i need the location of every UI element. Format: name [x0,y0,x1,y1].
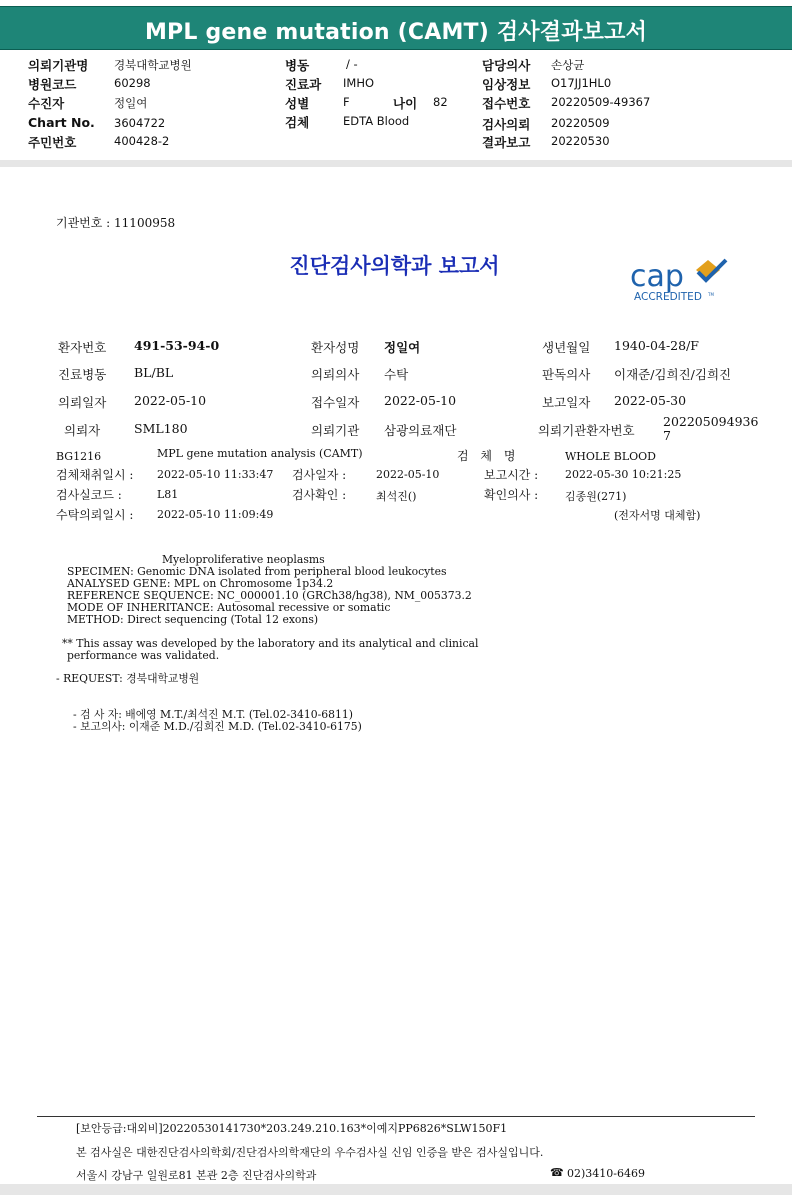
grid-label: 진료병동 [58,367,107,382]
header-value: 경북대학교병원 [114,58,192,72]
header-label: Chart No. [28,115,95,130]
phone-icon: ☎ [550,1166,564,1179]
cap-logo-subtext: ACCREDITED [634,291,702,303]
header-label: 수진자 [28,96,65,111]
grid-label: 의뢰자 [64,423,101,438]
grid-label: 환자번호 [58,340,107,355]
header-label: 진료과 [285,77,322,92]
header-value: IMHO [343,76,375,90]
time-value: 2022-05-30 10:21:25 [565,468,682,481]
bottom-band [0,1184,792,1195]
header-value: 82 [433,95,448,109]
e-signature-note: (전자서명 대체함) [614,509,701,522]
grid-value: 202205094936 [663,414,759,429]
report-title: MPL gene mutation (CAMT) 검사결과보고서 [144,20,648,45]
time-label: 검사실코드 : [56,488,122,502]
footer-divider [37,1116,755,1117]
header-label: 병동 [285,58,310,73]
header-value: 20220509-49367 [551,95,651,109]
time-label: 검사일자 : [292,468,347,482]
grid-label: 의뢰일자 [58,395,107,410]
time-value: L81 [157,488,179,501]
birth-date: 1940-04-28/F [614,338,699,353]
header-value: O17JJ1HL0 [551,76,612,90]
address-text: 서울시 강남구 일원로81 본관 2층 진단검사의학과 [76,1169,317,1182]
grid-label: 환자성명 [311,340,360,355]
header-label: 담당의사 [482,58,531,73]
grid-label: 접수일자 [311,395,360,410]
header-value: / - [346,57,358,71]
header-label: 의뢰기관명 [28,58,89,73]
cap-accredited-logo [628,256,728,306]
body-line: METHOD: Direct sequencing (Total 12 exons) [67,613,319,626]
test-name: MPL gene mutation analysis (CAMT) [157,447,363,460]
header-value: EDTA Blood [343,114,410,128]
cap-logo-graphic [628,256,728,306]
time-value: 2022-05-10 11:09:49 [157,508,274,521]
grid-value: 삼광의료재단 [384,423,457,438]
body-line: ANALYSED GENE: MPL on Chromosome 1p34.2 [67,577,334,590]
staff-line: - 보고의사: 이재준 M.D./김희진 M.D. (Tel.02-3410-6175) [73,720,362,733]
header-value: 20220509 [551,116,610,130]
header-label: 나이 [393,96,418,111]
divider-band [0,160,792,167]
header-label: 검사의뢰 [482,117,531,132]
grid-value: 7 [663,428,671,443]
header-label: 병원코드 [28,77,77,92]
time-label: 검사확인 : [292,488,347,502]
specimen-value: WHOLE BLOOD [565,450,656,463]
grid-label: 의뢰기관 [311,423,360,438]
org-number: 기관번호 : 11100958 [56,216,176,230]
time-value: 2022-05-10 [376,468,440,481]
patient-number: 491-53-94-0 [134,338,220,353]
grid-value: SML180 [134,421,188,436]
time-label: 확인의사 : [484,488,539,502]
grid-value: 이재준/김희진/김희진 [614,367,732,382]
grid-value: 2022-05-10 [134,393,207,408]
grid-value: 2022-05-10 [384,393,457,408]
header-label: 결과보고 [482,135,531,150]
grid-label: 판독의사 [542,367,591,382]
report-title-bar [0,6,792,50]
time-value: 김종원(271) [565,490,627,503]
header-label: 주민번호 [28,135,77,150]
time-value: 최석진() [376,490,417,503]
time-label: 검체채취일시 : [56,468,134,482]
header-value: 3604722 [114,116,166,130]
grid-value: BL/BL [134,365,174,380]
body-heading: Myeloproliferative neoplasms [162,553,325,566]
header-value: 20220530 [551,134,610,148]
header-value: 정일여 [114,96,148,110]
specimen-label: 검 체 명 [457,449,520,463]
security-line: [보안등급:대외비]20220530141730*203.249.210.163*이예지PP6826*SLW150F1 [76,1122,508,1135]
cap-logo-text: cap [630,259,684,294]
body-line: SPECIMEN: Genomic DNA isolated from peripheral blood leukocytes [67,565,447,578]
time-label: 보고시간 : [484,468,539,482]
header-label: 성별 [285,96,310,111]
test-code: BG1216 [56,450,102,463]
header-value: 60298 [114,76,151,90]
time-label: 수탁의뢰일시 : [56,508,134,522]
grid-label: 의뢰의사 [311,367,360,382]
grid-label: 의뢰기관환자번호 [538,423,635,438]
request-line: - REQUEST: 경북대학교병원 [56,672,200,685]
body-line: MODE OF INHERITANCE: Autosomal recessive or somatic [67,601,391,614]
header-label: 검체 [285,115,310,130]
certification-text: 본 검사실은 대한진단검사의학회/진단검사의학재단의 우수검사실 신임 인증을 받은 검사실입니다. [76,1146,544,1159]
header-value: 손상균 [551,58,585,72]
grid-label: 생년월일 [542,340,591,355]
staff-line: - 검 사 자: 배에영 M.T./최석진 M.T. (Tel.02-3410-6811) [73,708,353,721]
body-line: REFERENCE SEQUENCE: NC_000001.10 (GRCh38/hg38), NM_005373.2 [67,589,472,602]
grid-value: 수탁 [384,367,409,382]
header-label: 접수번호 [482,96,531,111]
grid-label: 보고일자 [542,395,591,410]
assay-note: ** This assay was developed by the laboratory and its analytical and clinical [62,637,479,650]
header-value: 400428-2 [114,134,170,148]
document-title-text: 진단검사의학과 보고서 [289,254,500,278]
header-label: 임상정보 [482,77,531,92]
grid-value: 2022-05-30 [614,393,687,408]
phone-number: 02)3410-6469 [567,1167,645,1180]
time-value: 2022-05-10 11:33:47 [157,468,274,481]
cap-logo-tm: TM [708,292,714,297]
patient-name: 정일여 [384,340,421,355]
assay-note: performance was validated. [67,649,220,662]
header-value: F [343,95,350,109]
